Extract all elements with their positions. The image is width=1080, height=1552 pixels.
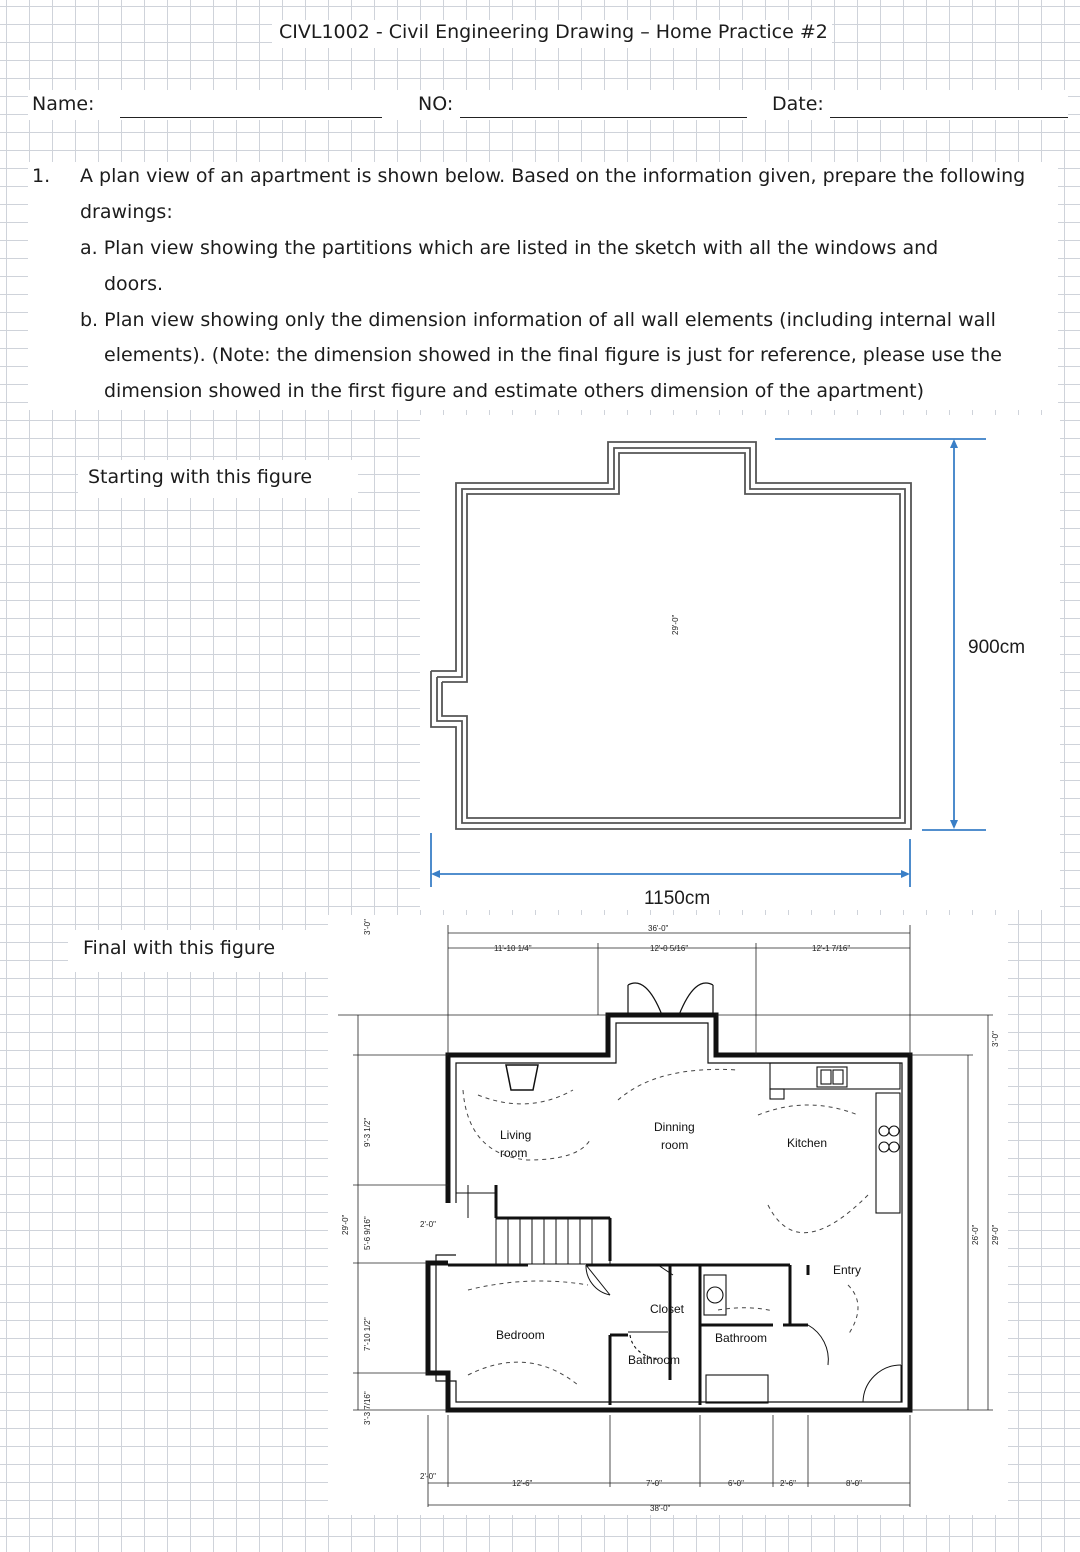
left-dim-1: 3'-0" — [363, 919, 372, 935]
date-label: Date: — [772, 93, 824, 115]
living-room-label-2: room — [500, 1146, 528, 1160]
fig2-background — [328, 915, 1008, 1515]
bottom-dim-3: 6'-0" — [728, 1479, 744, 1488]
question-a-line2: doors. — [104, 273, 164, 295]
right-overall-dim: 29'-0" — [991, 1224, 1000, 1245]
left-dim-4: 7'-10 1/2" — [363, 1317, 372, 1351]
bathroom-right-label: Bathroom — [715, 1331, 768, 1345]
living-room-label-1: Living — [500, 1128, 532, 1142]
document-title: CIVL1002 - Civil Engineering Drawing – Home Practice #2 — [279, 21, 828, 43]
top-overall-dim: 36'-0" — [648, 924, 669, 933]
date-input-line[interactable] — [830, 117, 1068, 118]
left-offset-dim: 2'-0" — [420, 1220, 436, 1229]
fig1-caption: Starting with this figure — [88, 466, 313, 488]
no-label: NO: — [418, 93, 454, 115]
left-overall-dim: 29'-0" — [671, 614, 680, 635]
fig2-caption: Final with this figure — [83, 937, 276, 959]
top-left-dim: 11'-10 1/4" — [494, 944, 532, 953]
info-row-backdrop — [28, 90, 1068, 120]
question-intro-line2: drawings: — [80, 201, 173, 223]
right-dim-1: 3'-0" — [991, 1031, 1000, 1047]
bottom-overall-dim: 38'-0" — [650, 1504, 671, 1513]
top-middle-dim: 12'-0 5/16" — [650, 944, 689, 953]
top-right-dim: 12'-1 7/16" — [812, 944, 851, 953]
left-dim-3: 5'-6 9/16" — [363, 1216, 372, 1250]
name-input-line[interactable] — [120, 117, 382, 118]
height-dimension-label: 900cm — [968, 637, 1026, 658]
bottom-offset-dim: 2'-0" — [420, 1472, 436, 1481]
name-label: Name: — [32, 93, 95, 115]
left-dim-5: 3'-3 7/16" — [363, 1391, 372, 1425]
question-b-line3: dimension showed in the first figure and estimate others dimension of the apartment) — [104, 380, 925, 402]
bottom-dim-5: 8'-0" — [846, 1479, 862, 1488]
kitchen-label: Kitchen — [787, 1136, 828, 1150]
no-input-line[interactable] — [460, 117, 747, 118]
bottom-dim-2: 7'-0" — [646, 1479, 662, 1488]
closet-label: Closet — [650, 1302, 685, 1316]
bottom-dim-4: 2'-6" — [780, 1479, 796, 1488]
left-dim-2: 9'-3 1/2" — [363, 1117, 372, 1147]
question-number: 1. — [32, 165, 51, 187]
bedroom-label: Bedroom — [496, 1328, 545, 1342]
entry-label: Entry — [833, 1263, 862, 1277]
question-intro-line1: A plan view of an apartment is shown below. Based on the information given, prepare the following — [80, 165, 1026, 187]
right-dim-2: 26'-0" — [971, 1224, 980, 1245]
question-b-line1: b. Plan view showing only the dimension information of all wall elements (including internal wall — [80, 309, 996, 331]
question-b-line2: elements). (Note: the dimension showed in the final figure is just for reference, please use the — [104, 344, 1002, 366]
question-a-line1: a. Plan view showing the partitions which are listed in the sketch with all the windows and — [80, 237, 939, 259]
question-backdrop — [28, 162, 1058, 410]
left-overall-dim-text: 29'-0" — [341, 1214, 350, 1235]
bathroom-center-label: Bathroom — [628, 1353, 681, 1367]
bottom-dim-1: 12'-6" — [512, 1479, 533, 1488]
outline-plan-figure — [420, 415, 1060, 910]
dining-room-label-2: room — [661, 1138, 689, 1152]
width-dimension-label: 1150cm — [644, 888, 711, 909]
dining-room-label-1: Dinning — [654, 1120, 695, 1134]
